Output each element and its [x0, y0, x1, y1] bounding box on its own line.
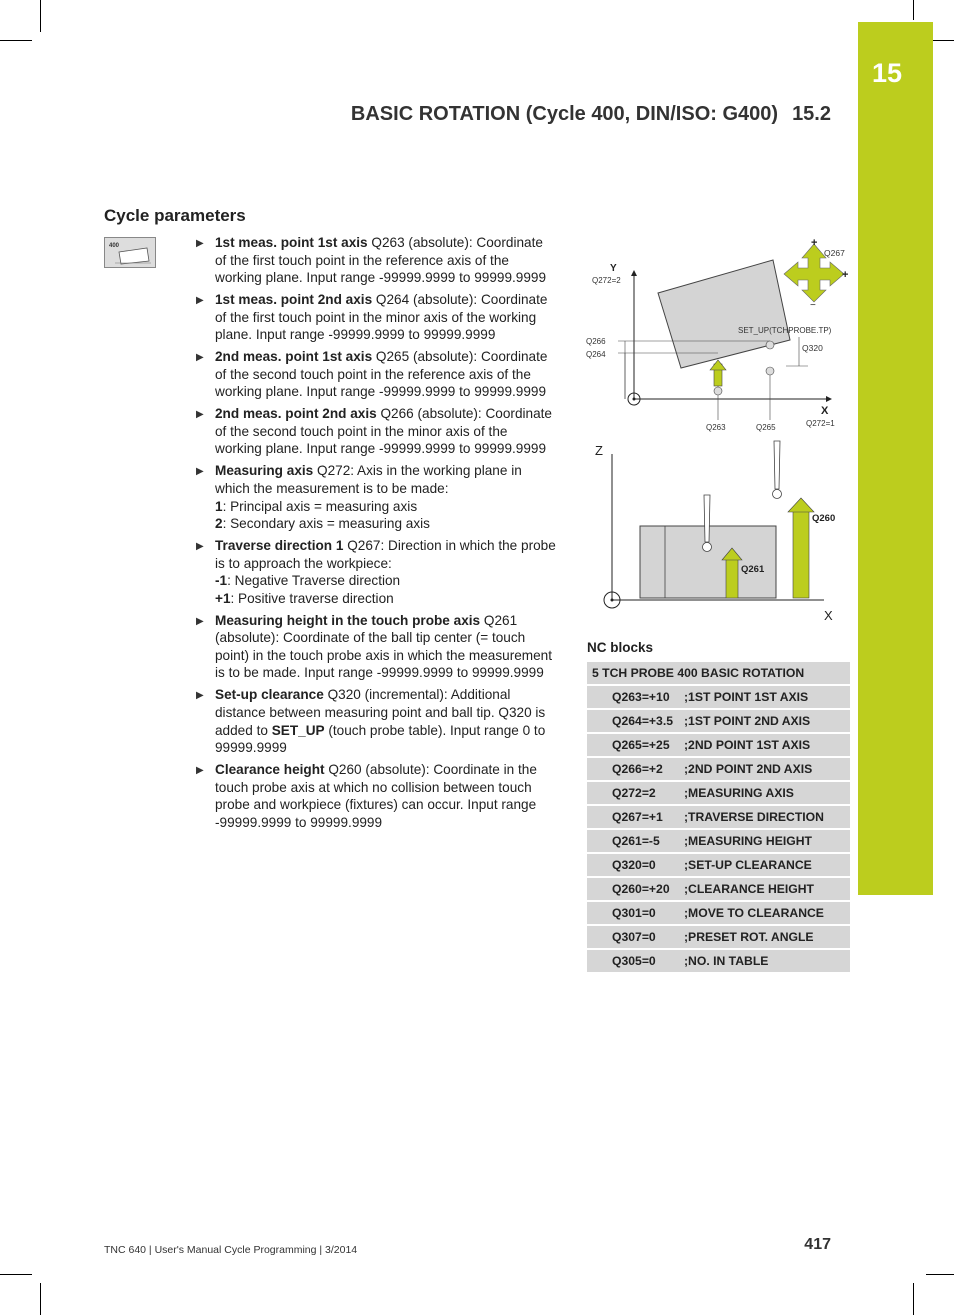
q260-label: Q260 [812, 513, 836, 524]
parameter-description: Q263 (absolute): Coordinate of the first touch point in the reference axis of the working plane. Input range -99999.9999 to 99999.9999 [215, 235, 547, 286]
header-title: BASIC ROTATION (Cycle 400, DIN/ISO: G400) [350, 103, 779, 125]
nc-header-cell: 5 TCH PROBE 400 BASIC ROTATION [587, 662, 850, 685]
nc-comment: ;PRESET ROT. ANGLE [684, 925, 850, 949]
nc-row [587, 949, 850, 973]
minus-label: − [810, 300, 816, 311]
nc-code: Q272=2 [587, 781, 684, 805]
parameter-name: 2nd meas. point 1st axis [215, 349, 373, 365]
x-axis-label: X [824, 608, 833, 623]
q320-label: Q320 [802, 343, 823, 353]
bullet-arrow-icon: ▶ [196, 409, 204, 421]
chapter-side-tab [858, 22, 933, 895]
parameter-description: Q264 (absolute): Coordinate of the first touch point in the minor axis of the working plane. Input range -99999.9999 to 99999.9999 [215, 292, 548, 343]
nc-code: Q305=0 [587, 949, 684, 973]
nc-comment: ;1ST POINT 2ND AXIS [684, 709, 850, 733]
q263-label: Q263 [706, 423, 726, 432]
nc-comment: ;1ST POINT 1ST AXIS [684, 685, 850, 709]
nc-row [587, 853, 850, 877]
nc-row [587, 805, 850, 829]
nc-row [587, 757, 850, 781]
crop-mark [926, 1274, 954, 1275]
bullet-arrow-icon: ▶ [196, 540, 204, 552]
option-key: +1 [215, 590, 231, 606]
nc-row [587, 781, 850, 805]
option-key: 2 [215, 516, 223, 532]
parameter-item [196, 761, 556, 831]
parameter-item [196, 291, 556, 344]
plus-label: + [811, 237, 818, 249]
option-text: : Secondary axis = measuring axis [222, 516, 430, 532]
nc-comment: ;TRAVERSE DIRECTION [684, 805, 850, 829]
parameter-item [196, 686, 556, 756]
page-number: 417 [804, 1236, 831, 1253]
q267-label: Q267 [824, 248, 845, 258]
parameter-option [215, 590, 556, 608]
bullet-arrow-icon: ▶ [196, 295, 204, 307]
nc-row [587, 829, 850, 853]
nc-row [587, 877, 850, 901]
crop-mark [0, 1274, 32, 1275]
cycle-400-icon [104, 237, 156, 268]
bullet-arrow-icon: ▶ [196, 352, 204, 364]
nc-blocks-title: NC blocks [587, 640, 654, 655]
parameter-description: Q266 (absolute): Coordinate of the second touch point in the minor axis of the working plane. Input range -99999.9999 to 99999.9999 [215, 406, 552, 457]
parameter-item [196, 234, 556, 287]
nc-code: Q263=+10 [587, 685, 684, 709]
x-axis-label: X [821, 405, 829, 417]
nc-code: Q267=+1 [587, 805, 684, 829]
crop-mark [40, 0, 41, 32]
q266-label: Q266 [586, 337, 606, 346]
option-key: -1 [215, 573, 228, 589]
q265-label: Q265 [756, 423, 776, 432]
header-section: 15.2 [792, 103, 831, 125]
parameter-name: 2nd meas. point 2nd axis [215, 406, 377, 422]
bullet-arrow-icon: ▶ [196, 466, 204, 478]
option-text: : Negative Traverse direction [227, 573, 401, 589]
parameter-item [196, 462, 556, 532]
option-key: 1 [215, 498, 223, 514]
q272-2-label: Q272=2 [592, 276, 621, 285]
nc-comment: ;NO. IN TABLE [684, 949, 850, 973]
parameter-name: Clearance height [215, 762, 325, 777]
parameter-description: Q267: Direction in which the probe is to approach the workpiece: [215, 537, 556, 571]
nc-code: Q266=+2 [587, 757, 684, 781]
parameter-name: 1st meas. point 1st axis [215, 235, 368, 250]
nc-code: Q264=+3.5 [587, 709, 684, 733]
crop-mark [40, 1283, 41, 1315]
nc-comment: ;2ND POINT 1ST AXIS [684, 733, 850, 757]
nc-comment: ;2ND POINT 2ND AXIS [684, 757, 850, 781]
parameter-name: Measuring axis [215, 463, 314, 479]
option-text: : Principal axis = measuring axis [222, 498, 418, 514]
option-text: : Positive traverse direction [230, 590, 394, 606]
parameter-description: Q320 (incremental): Additional distance between measuring point and ball tip. Q320 is added to [215, 687, 546, 738]
nc-code: Q301=0 [587, 901, 684, 925]
section-heading: Cycle parameters [104, 206, 246, 225]
nc-header-row [587, 662, 850, 685]
parameter-description: (touch probe table). Input range 0 to 99999.9999 [215, 722, 546, 756]
nc-comment: ;MOVE TO CLEARANCE [684, 901, 850, 925]
z-axis-label: Z [595, 443, 603, 458]
nc-code: Q261=-5 [587, 829, 684, 853]
nc-code: Q265=+25 [587, 733, 684, 757]
top-view-diagram [586, 237, 848, 432]
nc-comment: ;MEASURING AXIS [684, 781, 850, 805]
parameter-name: 1st meas. point 2nd axis [215, 292, 373, 308]
parameter-description: Q265 (absolute): Coordinate of the second touch point in the reference axis of the working plane. Input range -99999.9999 to 99999.9999 [215, 349, 548, 400]
parameter-description: Q272: Axis in the working plane in which the measurement is to be made: [215, 463, 522, 496]
crop-mark [913, 0, 914, 20]
side-view-diagram [595, 441, 835, 623]
parameter-item [196, 348, 556, 401]
footer-text: TNC 640 | User's Manual Cycle Programming | 3/2014 [104, 1244, 358, 1256]
parameter-option [215, 572, 556, 590]
bullet-arrow-icon: ▶ [196, 615, 204, 627]
parameter-item [196, 405, 556, 458]
probing-diagram [586, 236, 854, 628]
running-header [351, 103, 831, 126]
parameter-item [196, 612, 556, 682]
parameter-item [196, 537, 556, 607]
nc-comment: ;SET-UP CLEARANCE [684, 853, 850, 877]
nc-blocks-table [587, 662, 850, 974]
bullet-arrow-icon: ▶ [196, 238, 204, 249]
parameter-keyword: SET_UP [271, 722, 325, 738]
nc-code: Q260=+20 [587, 877, 684, 901]
nc-row [587, 685, 850, 709]
crop-mark [0, 40, 32, 41]
parameter-name: Measuring height in the touch probe axis [215, 612, 481, 628]
parameter-description: Q261 (absolute): Coordinate of the ball tip center (= touch point) in the touch probe axis in which the measurement is to be made. Input range -99999.9999 to 99999.9999 [215, 612, 553, 681]
parameter-option [215, 498, 556, 516]
q264-label: Q264 [586, 350, 606, 359]
nc-code: Q320=0 [587, 853, 684, 877]
q261-label: Q261 [741, 564, 765, 575]
chapter-number: 15 [871, 58, 903, 88]
nc-row [587, 709, 850, 733]
nc-code: Q307=0 [587, 925, 684, 949]
parameter-name: Set-up clearance [215, 687, 324, 703]
bullet-arrow-icon: ▶ [196, 690, 204, 702]
y-axis-label: Y [610, 263, 617, 274]
bullet-arrow-icon: ▶ [196, 765, 204, 776]
nc-row [587, 733, 850, 757]
icon-label: 400 [109, 243, 120, 249]
nc-comment: ;MEASURING HEIGHT [684, 829, 850, 853]
crop-mark [913, 1283, 914, 1315]
parameter-name: Traverse direction 1 [215, 537, 344, 553]
parameter-list [196, 234, 556, 836]
setup-label: SET_UP(TCHPROBE.TP) [738, 326, 832, 335]
parameter-description: Q260 (absolute): Coordinate in the touch probe axis at which no collision between touch probe and workpiece (fixtures) can occur. Input range -99999.9999 to 99999.9999 [215, 762, 537, 830]
plus-label: + [842, 269, 849, 281]
parameter-option [215, 515, 556, 533]
q272-1-label: Q272=1 [806, 419, 835, 428]
nc-comment: ;CLEARANCE HEIGHT [684, 877, 850, 901]
nc-row [587, 925, 850, 949]
nc-row [587, 901, 850, 925]
